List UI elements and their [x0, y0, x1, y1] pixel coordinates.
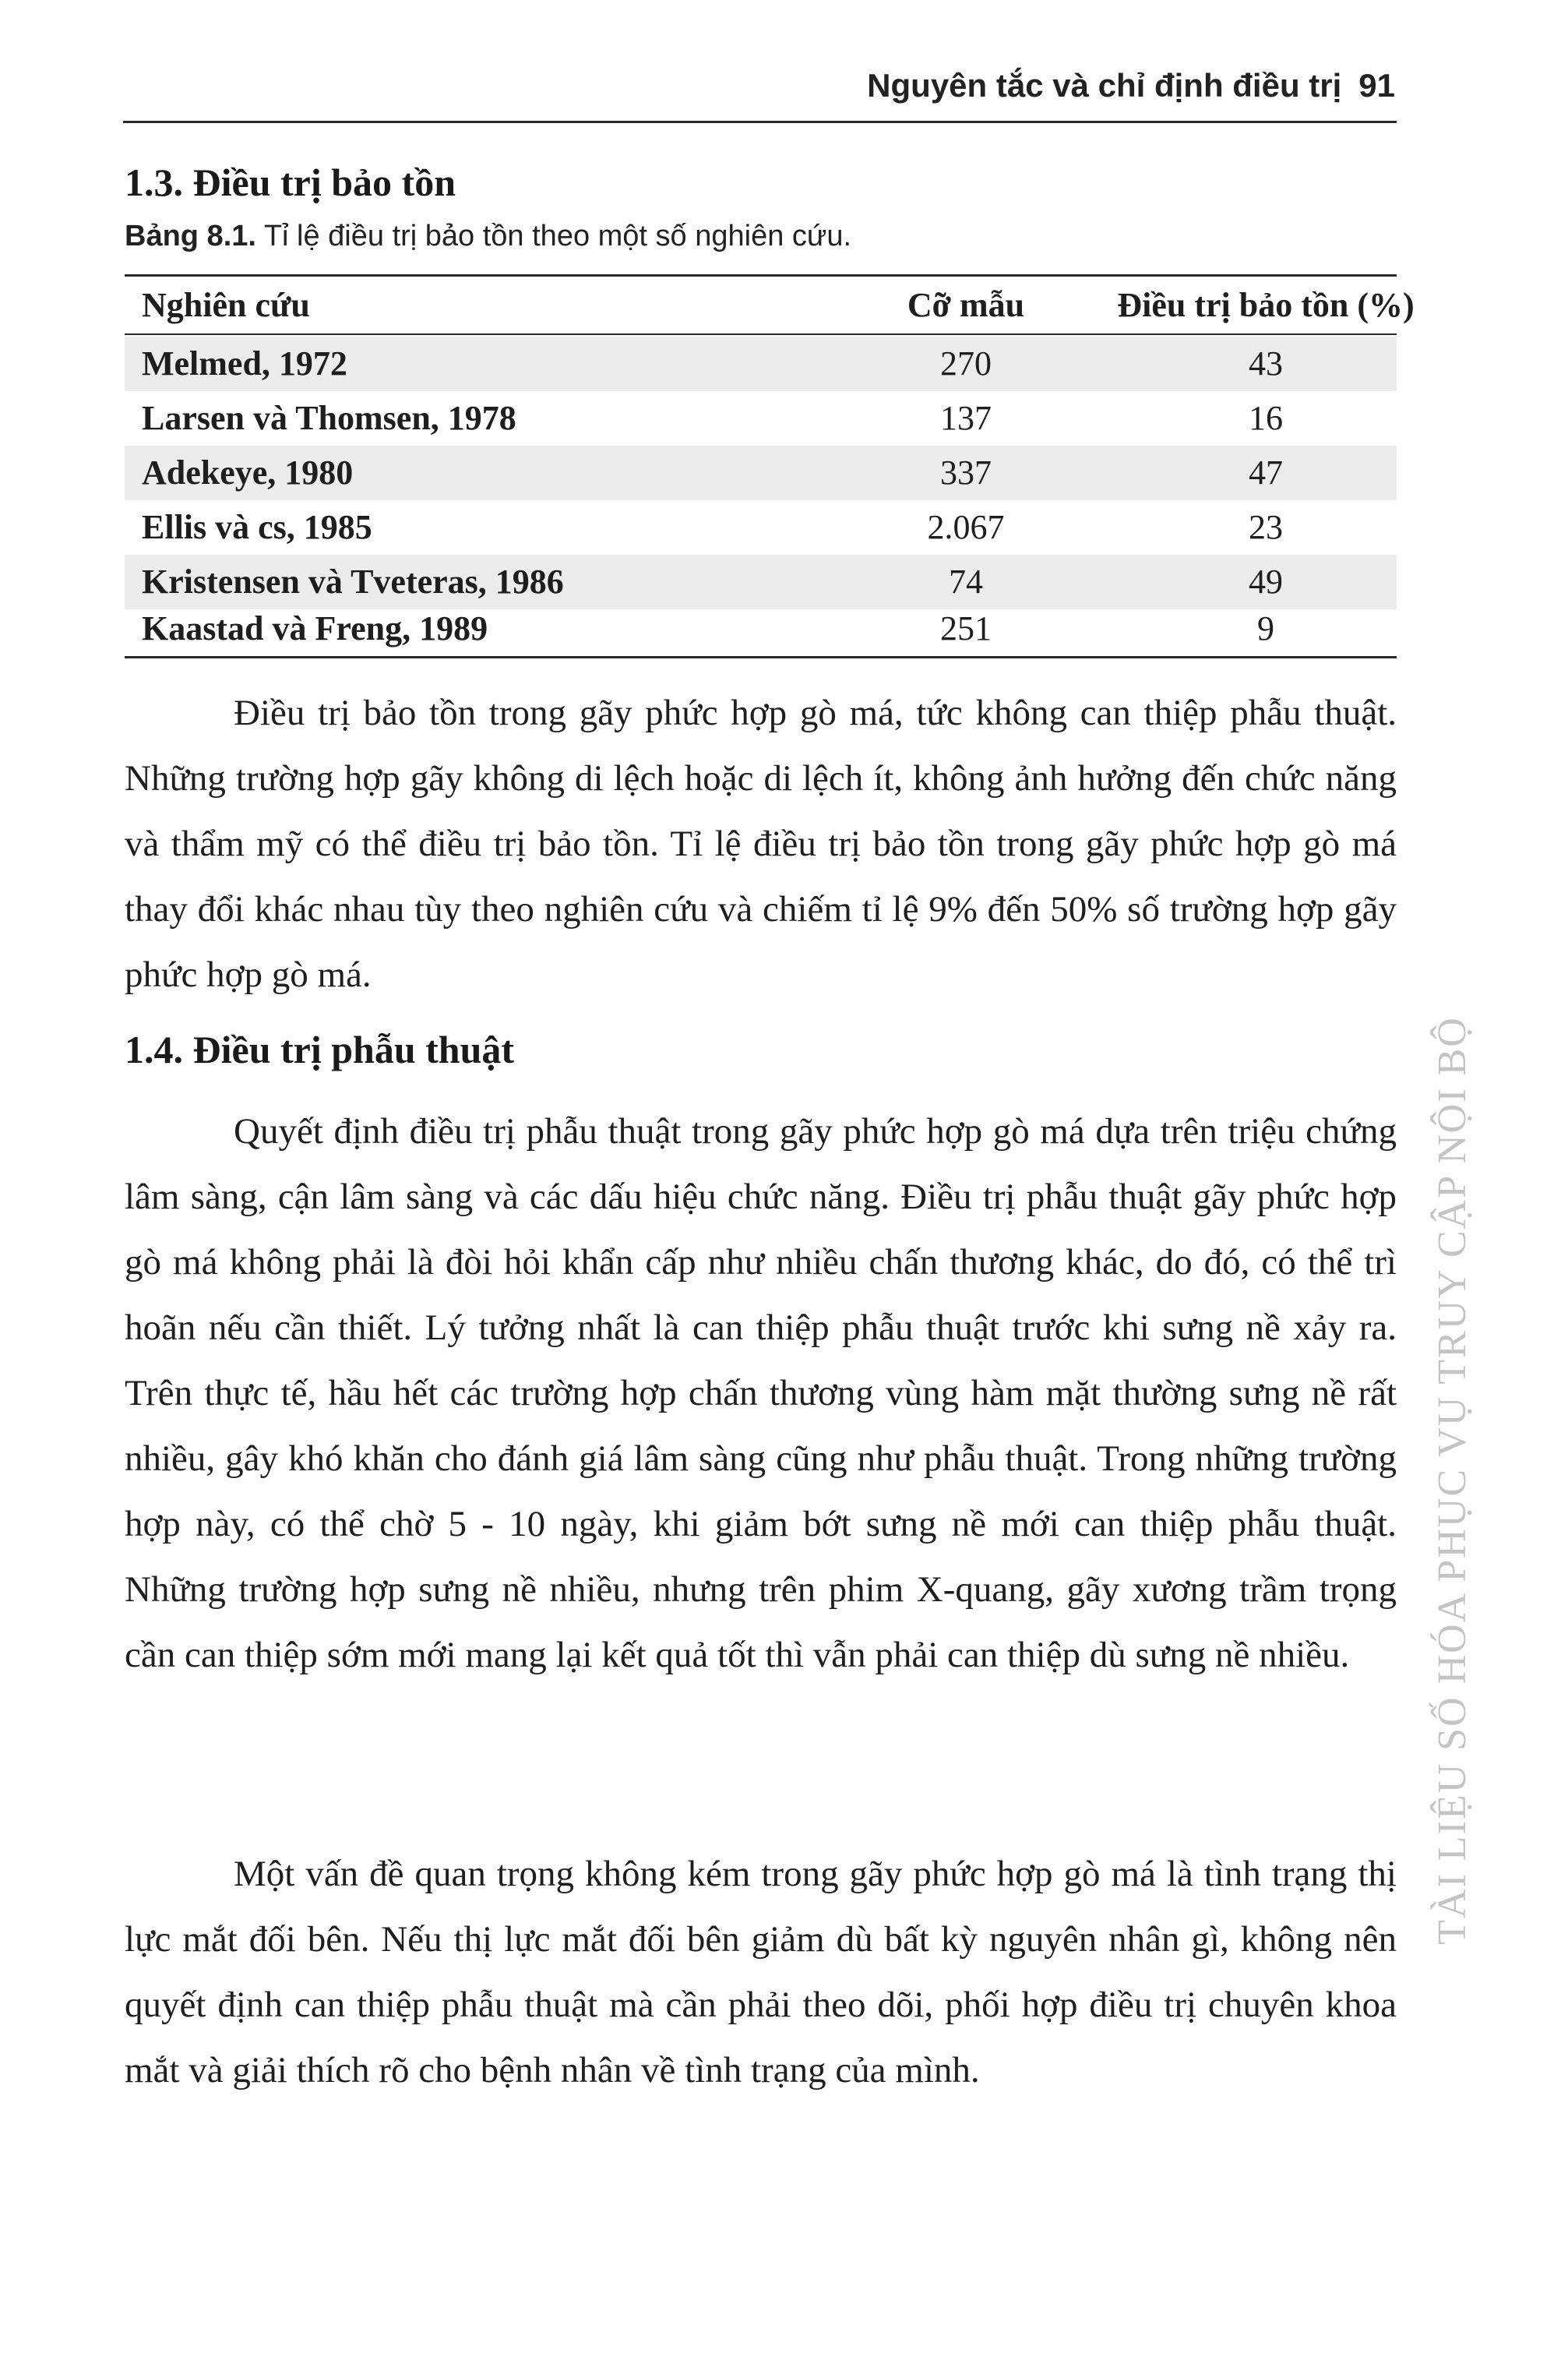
- header-rule: [123, 121, 1397, 123]
- table-row: [125, 337, 1397, 391]
- table-caption-label: Bảng 8.1.: [125, 220, 256, 252]
- cell-percent: 49: [1249, 563, 1283, 601]
- cell-sample: 2.067: [927, 508, 1005, 546]
- cell-sample: 337: [940, 453, 992, 492]
- page-number: 91: [1358, 67, 1395, 104]
- cell-sample: 270: [940, 344, 992, 383]
- section-heading-1-4: 1.4. Điều trị phẫu thuật: [125, 1028, 515, 1071]
- table-row: [125, 500, 1397, 555]
- paragraph-contralateral-vision: Một vấn đề quan trọng không kém trong gãy phức hợp gò má là tình trạng thị lực mắt đối bên. Nếu thị lực mắt đối bên giảm dù bất kỳ nguyên nhân gì, không nên quyết định can thiệp phẫu thuật mà cần phải theo dõi, phối hợp điều trị chuyên khoa mắt và giải thích rõ cho bệnh nhân về tình trạng của mình.: [125, 1854, 1397, 2091]
- cell-percent: 16: [1249, 399, 1283, 437]
- table-caption-text: Tỉ lệ điều trị bảo tồn theo một số nghiên cứu.: [255, 220, 852, 252]
- table-header-row: [125, 278, 1415, 333]
- cell-study: Ellis và cs, 1985: [142, 508, 372, 546]
- cell-sample: 137: [940, 399, 992, 437]
- table-bottom-rule: [125, 656, 1397, 658]
- cell-percent: 9: [1257, 609, 1274, 647]
- cell-study: Kaastad và Freng, 1989: [142, 609, 488, 647]
- running-head: [867, 67, 1395, 104]
- cell-study: Larsen và Thomsen, 1978: [142, 399, 516, 437]
- cell-percent: 47: [1249, 453, 1283, 492]
- cell-study: Kristensen và Tveteras, 1986: [142, 563, 564, 601]
- section-heading-1-3: 1.3. Điều trị bảo tồn: [125, 161, 456, 204]
- cell-sample: 251: [940, 609, 992, 647]
- table-row: [125, 602, 1397, 656]
- column-header-percent: Điều trị bảo tồn (%): [1117, 286, 1415, 324]
- table-row: [125, 446, 1397, 500]
- table-caption: [125, 220, 851, 253]
- cell-study: Adekeye, 1980: [142, 453, 354, 492]
- table-top-rule: [125, 274, 1397, 277]
- column-header-sample: Cỡ mẫu: [907, 286, 1025, 324]
- table-header-rule: [125, 333, 1397, 335]
- cell-sample: 74: [949, 563, 983, 601]
- column-header-study: Nghiên cứu: [142, 286, 310, 324]
- cell-percent: 43: [1249, 344, 1283, 383]
- table-row: [125, 391, 1397, 446]
- running-title: Nguyên tắc và chỉ định điều trị: [867, 67, 1342, 104]
- cell-study: Melmed, 1972: [142, 344, 347, 383]
- paragraph-surgery-decision: Quyết định điều trị phẫu thuật trong gãy phức hợp gò má dựa trên triệu chứng lâm sàng, cận lâm sàng và các dấu hiệu chức năng. Điều trị phẫu thuật gãy phức hợp gò má không phải là đòi hỏi khẩn cấp như nhiều chấn thương khác, do đó, có thể trì hoãn nếu cần thiết. Lý tưởng nhất là can thiệp phẫu thuật trước khi sưng nề xảy ra. Trên thực tế, hầu hết các trường hợp chấn thương vùng hàm mặt thường sưng nề rất nhiều, gây khó khăn cho đánh giá lâm sàng cũng như phẫu thuật. Trong những trường hợp này, có thể chờ 5 - 10 ngày, khi giảm bớt sưng nề mới can thiệp phẫu thuật. Những trường hợp sưng nề nhiều, nhưng trên phim X-quang, gãy xương trầm trọng cần can thiệp sớm mới mang lại kết quả tốt thì vẫn phải can thiệp dù sưng nề nhiều.: [125, 1111, 1397, 1675]
- paragraph-conservative-treatment: Điều trị bảo tồn trong gãy phức hợp gò má, tức không can thiệp phẫu thuật. Những trường hợp gãy không di lệch hoặc di lệch ít, không ảnh hưởng đến chức năng và thẩm mỹ có thể điều trị bảo tồn. Tỉ lệ điều trị bảo tồn trong gãy phức hợp gò má thay đổi khác nhau tùy theo nghiên cứu và chiếm tỉ lệ 9% đến 50% số trường hợp gãy phức hợp gò má.: [125, 693, 1397, 995]
- cell-percent: 23: [1249, 508, 1283, 546]
- library-watermark: TÀI LIỆU SỐ HÓA PHỤC VỤ TRUY CẬP NỘI BỘ: [1430, 1016, 1475, 1945]
